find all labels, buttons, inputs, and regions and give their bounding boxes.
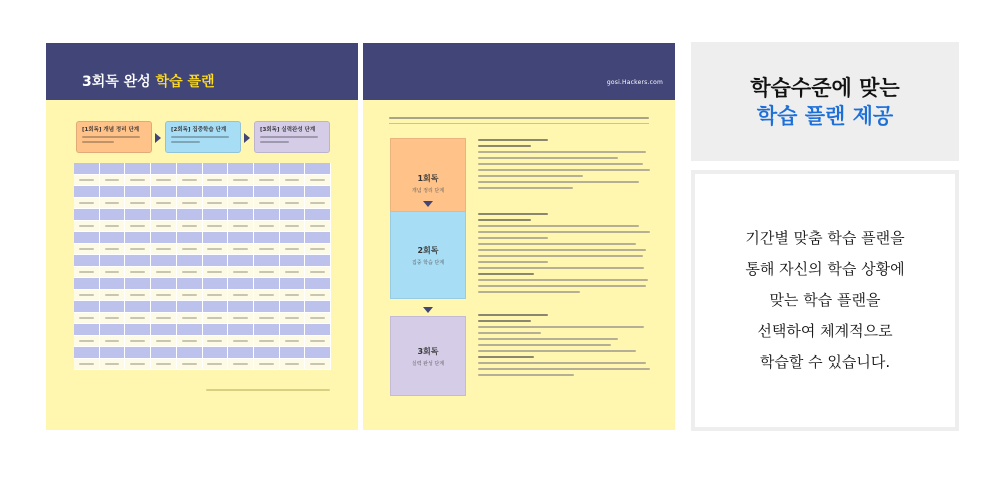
feature-description-line: 선택하여 체계적으로 — [757, 322, 893, 340]
round-box-3 — [390, 316, 466, 396]
feature-description-line: 맞는 학습 플랜을 — [769, 291, 881, 309]
section-title — [389, 117, 649, 119]
page-title: 3회독 완성 학습 플랜 — [82, 74, 215, 90]
study-plan-page-left — [46, 43, 358, 430]
round-box-subtitle: 집중 학습 단계 — [411, 259, 445, 266]
page-header — [363, 43, 675, 100]
table-row — [74, 232, 331, 244]
round-box-subtitle: 개념 정리 단계 — [411, 187, 445, 194]
table-row — [74, 324, 331, 336]
feature-heading-line2: 학습 플랜 제공 — [756, 103, 894, 128]
table-row — [74, 244, 331, 256]
table-row — [74, 198, 331, 210]
feature-description-line: 기간별 맞춤 학습 플랜을 — [745, 229, 905, 247]
table-row — [74, 290, 331, 302]
round-1-description — [478, 139, 653, 193]
table-footnote — [206, 389, 330, 391]
round-box-title: 2회독 — [417, 245, 439, 255]
schedule-table — [74, 163, 331, 370]
down-arrow-icon — [423, 307, 433, 313]
site-url: gosi.Hackers.com — [606, 79, 663, 86]
stage-arrow-icon — [244, 133, 250, 143]
feature-heading-panel — [691, 42, 959, 161]
table-row — [74, 175, 331, 187]
feature-description-line: 통해 자신의 학습 상황에 — [745, 260, 905, 278]
table-row — [74, 255, 331, 267]
table-row — [74, 209, 331, 221]
feature-description-line: 학습할 수 있습니다. — [759, 353, 891, 371]
stage-title: [1회독] 개념 정리 단계 — [82, 127, 140, 133]
round-3-description — [478, 314, 653, 380]
table-row — [74, 186, 331, 198]
table-row — [74, 278, 331, 290]
study-plan-page-right — [363, 43, 675, 430]
round-box-subtitle: 실력 완성 단계 — [411, 360, 445, 367]
table-row — [74, 221, 331, 233]
feature-heading-line1: 학습수준에 맞는 — [750, 75, 900, 100]
stage-title: [3회독] 실력완성 단계 — [260, 127, 316, 133]
table-row — [74, 301, 331, 313]
table-row — [74, 359, 331, 371]
round-2-description — [478, 213, 653, 297]
table-row — [74, 347, 331, 359]
table-row — [74, 267, 331, 279]
page-header — [46, 43, 358, 100]
round-box-title: 1회독 — [417, 173, 439, 183]
round-box-2 — [390, 211, 466, 299]
table-row — [74, 336, 331, 348]
down-arrow-icon — [423, 201, 433, 207]
stage-box-3 — [254, 121, 330, 153]
stage-arrow-icon — [155, 133, 161, 143]
stage-title: [2회독] 집중학습 단계 — [171, 127, 227, 133]
stage-box-1 — [76, 121, 152, 153]
stage-box-2 — [165, 121, 241, 153]
table-row — [74, 163, 331, 175]
table-row — [74, 313, 331, 325]
feature-description-panel — [691, 170, 959, 431]
round-box-title: 3회독 — [417, 346, 439, 356]
